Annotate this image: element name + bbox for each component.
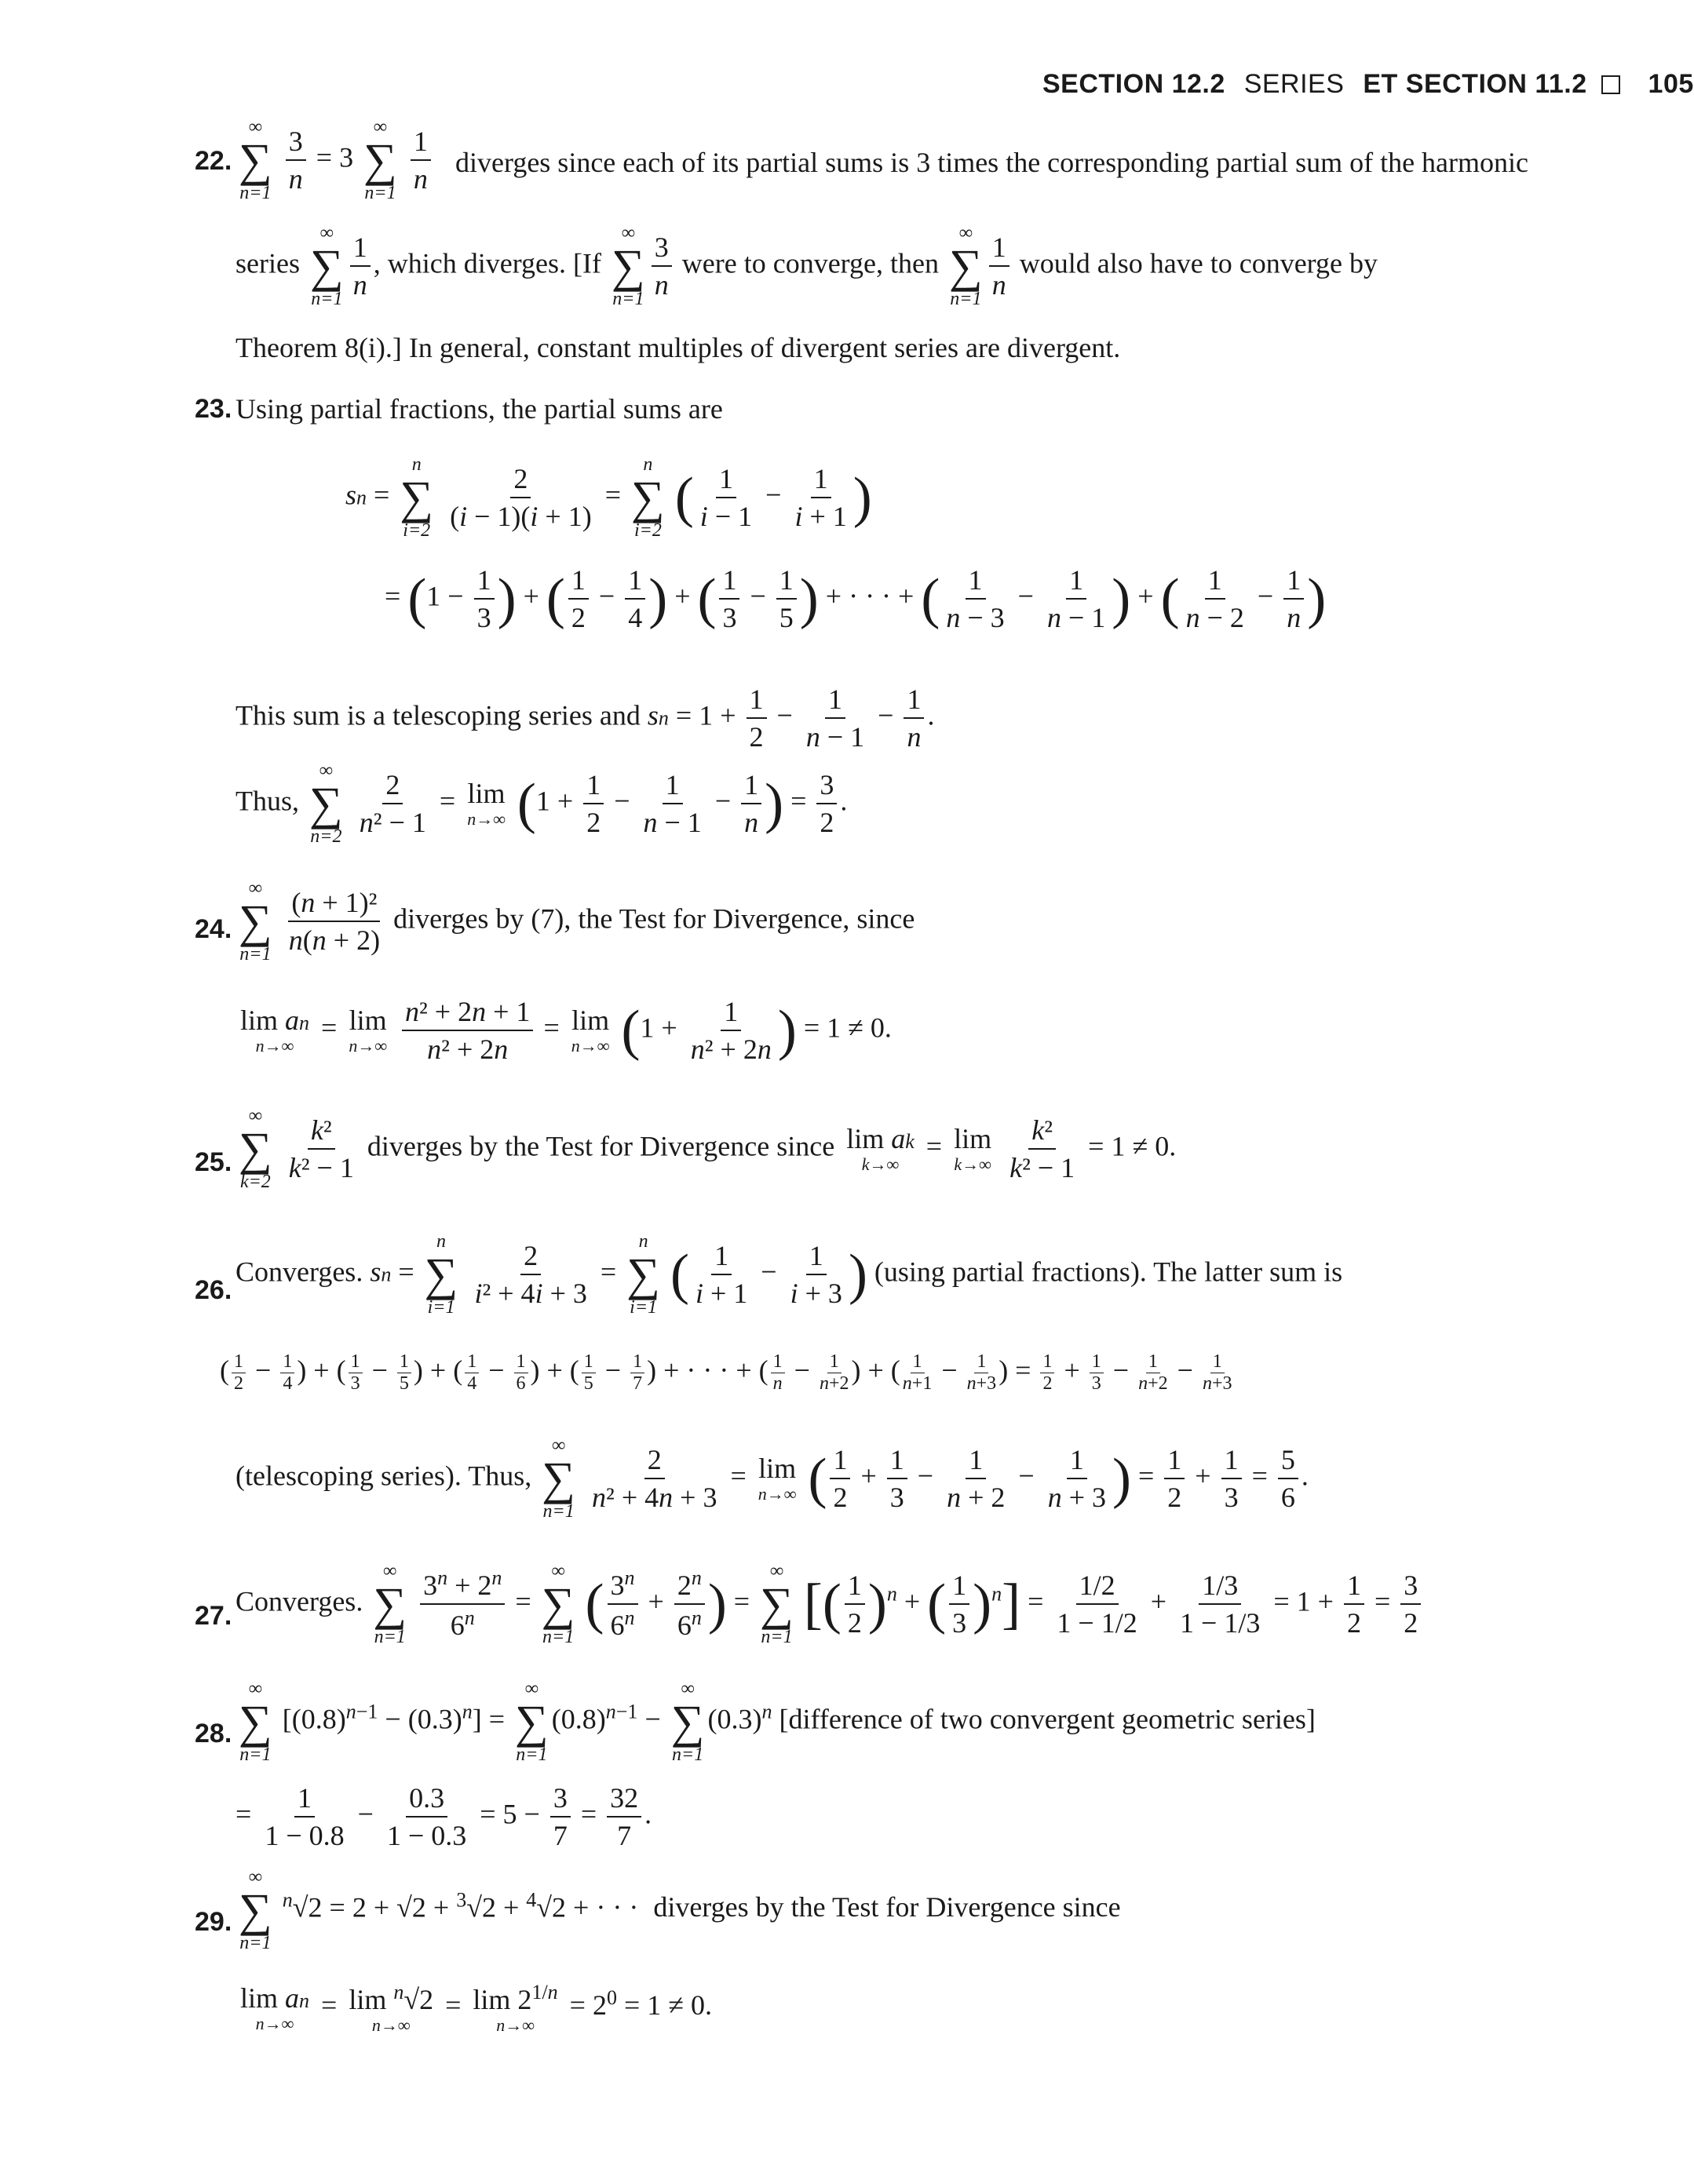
problem-24-limit: lim an n→∞ = lim n→∞ $\frac{\text{n² + 2n + 1}}{\text{n² + 2n}}$ = lim n→∞ (1 + $\frac{1}{\text{n² + 2n}}$ ) = 1 ≠ 0. — [240, 996, 892, 1065]
problem-26-line2: ( $\frac{1}{2}$ − $\frac{1}{4}$ ) + ( $\frac{1}{3}$ − $\frac{1}{5}$ ) + ( $\frac{1}{4}$ − $\frac{1}{6}$ ) + ( $\frac{1}{5}$ − $\frac{1}{7}$ ) + · · · + ( $\frac{1}{n}$ − $\frac{1}{n+2}$ ) + ( $\frac{1}{n+1}$ − $\frac{1}{n+3}$ ) = $\frac{1}{2}$ + $\frac{1}{3}$ − $\frac{1}{n+2}$ − $\frac{1}{n+3}$ — [220, 1351, 1232, 1394]
problem-22-formula: ∞ ∑ n=1 $\frac{3}{n}$ = 3 ∞ ∑ n=1 $\frac{1}{n}$ — [235, 118, 434, 202]
problem-22-line2-c: were to converge, then — [681, 247, 939, 279]
problem-23-thus-text: Thus, — [235, 785, 299, 817]
problem-number-23: 23. — [195, 394, 232, 424]
problem-27-lead: Converges. — [235, 1585, 363, 1617]
problem-27-formula: Converges. ∞ ∑ n=1 $\frac{3^n + 2^n}{6^n}$ = ∞ ∑ n=1 ( $\frac{3^n}{6^n}$ + $\frac{2^n}{6^n}$ ) = ∞ ∑ n=1 [( $\frac{1}{2}$ )$^n$ + ( $\frac{1}{3}$ )$^n$] = $\frac{1/2}{1 - 1/2}$ + $\frac{1/3}{1 - 1/3}$ = 1 + $\frac{1}{2}$ = $\frac{3}{2}$ — [235, 1562, 1424, 1646]
problem-number-28: 28. — [195, 1719, 232, 1748]
problem-23-sn-line2: = (1 − $\frac{1}{3}$ ) + ( $\frac{1}{2}$ − $\frac{1}{4}$ ) + ( $\frac{1}{3}$ − $\frac{1}{5}$ ) + · · · + ( $\frac{1}{n - 3}$ − $\frac{1}{n - 1}$ ) + ( $\frac{1}{n - 2}$ − $\frac{1}{n}$ ) — [385, 564, 1327, 633]
problem-26-lead: Converges. — [235, 1256, 363, 1288]
problem-number-22: 22. — [195, 146, 232, 176]
problem-22-line2-a: series — [235, 247, 300, 279]
problem-number-26: 26. — [195, 1275, 232, 1305]
problem-number-24: 24. — [195, 914, 232, 944]
problem-29-line2: lim an n→∞ = lim $^n$√2 n→∞ = $\lim 2^{1/n}$ n→∞ = $2^0 = 1 \ne 0$. — [240, 1981, 713, 2035]
running-header — [1042, 69, 1694, 100]
section-label: SECTION 12.2 — [1042, 69, 1225, 99]
problem-29-line1: ∞ ∑ n=1 $^n$√2 = 2 + √2 + $^3$√2 + $^4$√2 + · · · diverges by the Test for Divergence since — [239, 1867, 1121, 1953]
box-icon — [1601, 75, 1620, 94]
problem-28-line2: = $\frac{1}{1 - 0.8}$ − $\frac{0.3}{1 - 0.3}$ = 5 − $\frac{3}{7}$ = $\frac{32}{7}$ . — [235, 1782, 652, 1851]
page-number: 105 — [1648, 69, 1694, 99]
problem-22-line2-b: , which diverges. [If — [373, 247, 601, 279]
problem-23-telescoping-text: This sum is a telescoping series and — [235, 699, 641, 731]
problem-26-line3: (telescoping series). Thus, ∞ ∑ n=1 $\frac{2}{\text{n² + 4n + 3}}$ = lim n→∞ ( $\frac{1}{2}$ + $\frac{1}{3}$ − $\frac{1}{n + 2}$ − $\frac{1}{n + 3}$ ) = $\frac{1}{2}$ + $\frac{1}{3}$ = $\frac{5}{6}$ . — [235, 1435, 1309, 1522]
problem-26-tele: (telescoping series). Thus, — [235, 1460, 532, 1492]
problem-26-line1: Converges. sn = n ∑ i=1 $\frac{2}{\text{i² + 4i + 3}}$ = n ∑ i=1 ( $\frac{1}{i + 1}$ − $\frac{1}{i + 3}$ ) (using partial fractions). The latter sum is — [235, 1231, 1343, 1318]
problem-number-29: 29. — [195, 1907, 232, 1937]
problem-24-formula: ∞ ∑ n=1 $\frac{\text{(n + 1)²}}{n(n + 2)}$ diverges by (7), the Test for Divergence, since — [239, 878, 915, 964]
section-title: SERIES — [1243, 69, 1345, 99]
problem-number-27: 27. — [195, 1601, 232, 1631]
problem-22-line2: series ∞ ∑ n=1 $\frac{1}{n}$ , which diverges. [If ∞ ∑ n=1 $\frac{3}{n}$ were to converge, then ∞ ∑ n=1 $\frac{1}{n}$ would also have to converge by — [235, 223, 1378, 309]
problem-23-thus: Thus, ∞ ∑ n=2 $\frac{2}{\text{n² − 1}}$ = lim n→∞ (1 + $\frac{1}{2}$ − $\frac{1}{n - 1}$ − $\frac{1}{n}$ ) = $\frac{3}{2}$ . — [235, 760, 848, 847]
problem-26-tail: (using partial fractions). The latter sum is — [874, 1256, 1343, 1288]
problem-25-formula: ∞ ∑ k=2 $\frac{\text{k²}}{\text{k² − 1}}$ diverges by the Test for Divergence since lim ak k→∞ = lim k→∞ $\frac{\text{k²}}{\text{k² − 1}}$ = 1 ≠ 0. — [239, 1106, 1177, 1192]
problem-22-line1: diverges since each of its partial sums is 3 times the corresponding partial sum of the harmonic — [455, 147, 1528, 178]
problem-28-note: [difference of two convergent geometric series] — [779, 1703, 1316, 1735]
problem-24-text: diverges by (7), the Test for Divergence, since — [393, 902, 915, 935]
et-section-label: ET SECTION 11.2 — [1363, 69, 1587, 99]
problem-29-text: diverges by the Test for Divergence since — [653, 1891, 1121, 1923]
problem-23-sn-line1: sn = n ∑ i=2 $\frac{2}{(i - 1)(i + 1)}$ = n ∑ i=2 ( $\frac{1}{i - 1}$ − $\frac{1}{i + 1}$ ) — [345, 454, 872, 541]
problem-23-intro: Using partial fractions, the partial sums are — [235, 393, 723, 425]
problem-22-line3: Theorem 8(i).] In general, constant multiples of divergent series are divergent. — [235, 332, 1121, 363]
problem-28-line1: ∞ ∑ n=1 $[(0.8)^{n-1} - (0.3)^n]$ = ∞ ∑ n=1 $(0.8)^{n-1}$ − ∞ ∑ n=1 $(0.3)^n$ [difference of two convergent geometric series] — [239, 1679, 1316, 1765]
problem-23-telescoping: This sum is a telescoping series and sn = 1 + $\frac{1}{2}$ − $\frac{1}{n - 1}$ − $\frac{1}{n}$ . — [235, 684, 935, 753]
problem-22-line2-d: would also have to converge by — [1019, 247, 1378, 279]
problem-25-text: diverges by the Test for Divergence since — [367, 1130, 835, 1162]
problem-number-25: 25. — [195, 1147, 232, 1177]
